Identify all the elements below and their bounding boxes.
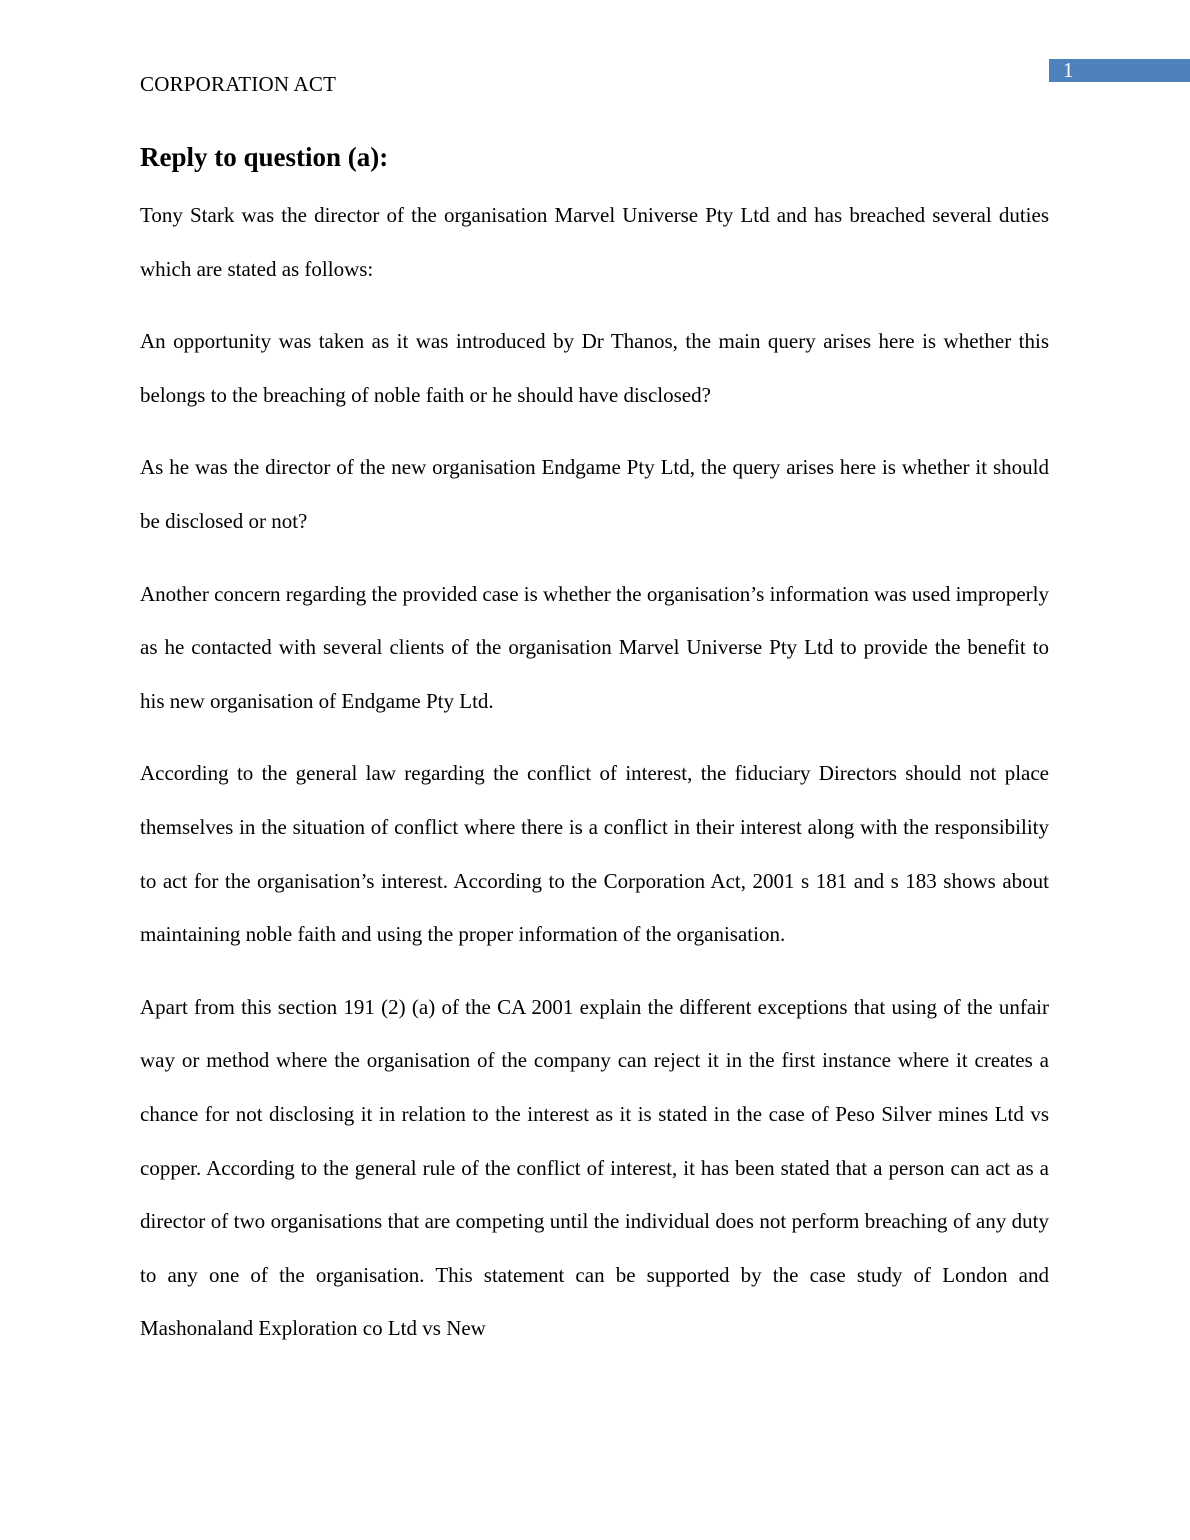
page-number: 1 [1063,58,1074,82]
paragraph-3: As he was the director of the new organisation Endgame Pty Ltd, the query arises here is whether it should be disclosed or not? [140,455,1049,533]
paragraph-4: Another concern regarding the provided case is whether the organisation’s information was used improperly as he contacted with several clients of the organisation Marvel Universe Pty Ltd to provide the benefit to his new organisation of Endgame Pty Ltd. [140,581,1049,713]
paragraph-2: An opportunity was taken as it was introduced by Dr Thanos, the main query arises here is whether this belongs to the breaching of noble faith or he should have disclosed? [140,329,1049,407]
paragraph-6: Apart from this section 191 (2) (a) of the CA 2001 explain the different exceptions that using of the unfair way or method where the organisation of the company can reject it in the first instance where it creates a chance for not disclosing it in relation to the interest as it is stated in the case of Peso Silver mines Ltd vs copper. According to the general rule of the conflict of interest, it has been stated that a person can act as a director of two organisations that are competing until the individual does not perform breaching of any duty to any one of the organisation. This statement can be supported by the case study of London and Mashonaland Exploration co Ltd vs New [140,994,1049,1341]
page-number-bar [1049,59,1190,82]
section-heading: Reply to question (a): [140,142,389,172]
paragraph-1: Tony Stark was the director of the organisation Marvel Universe Pty Ltd and has breached several duties which are stated as follows: [140,203,1049,281]
running-header: CORPORATION ACT [140,72,337,96]
document-body [140,139,1049,1375]
paragraph-5: According to the general law regarding the conflict of interest, the fiduciary Directors should not place themselves in the situation of conflict where there is a conflict in their interest along with the responsibility to act for the organisation’s interest. According to the Corporation Act, 2001 s 181 and s 183 shows about maintaining noble faith and using the proper information of the organisation. [140,761,1049,947]
